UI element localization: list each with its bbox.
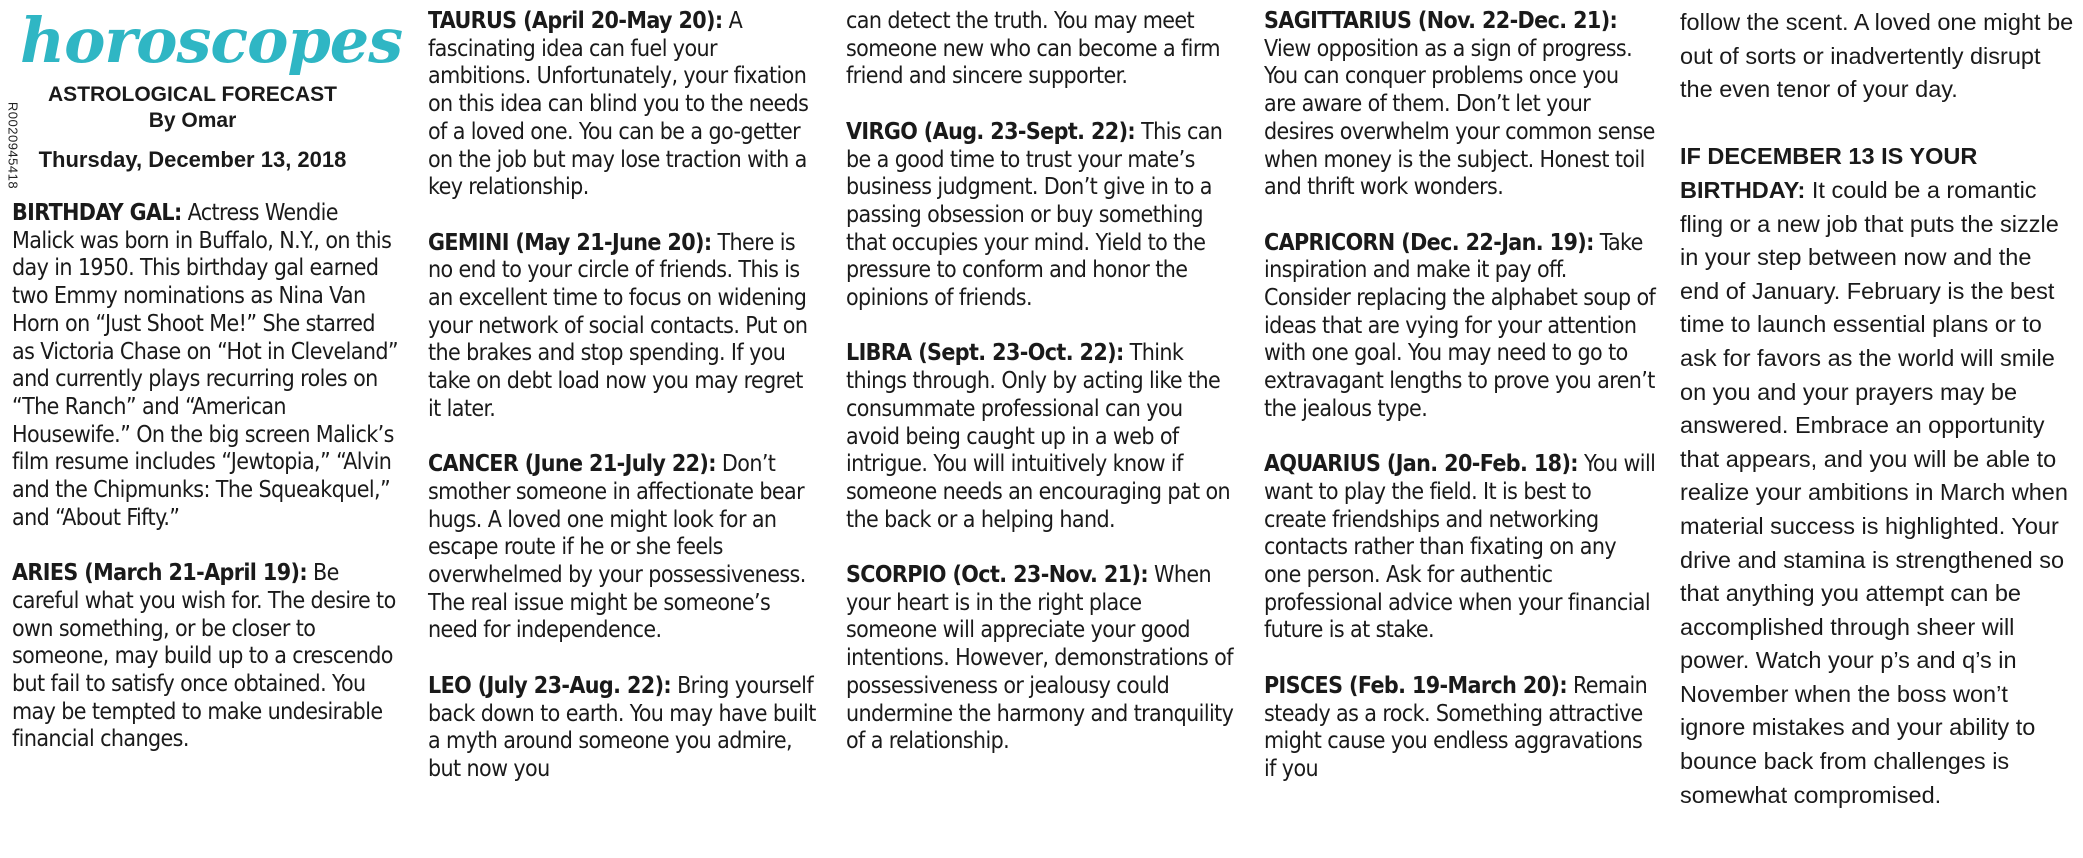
entry-text: Don’t smother someone in affectionate bear hugs. A loved one might look for an escape route if he or she feels overwhelmed by your possessiveness. The real issue might be someone’s need for independence. (428, 451, 806, 644)
entry-text: It could be a romantic fling or a new job that puts the sizzle in your step between now and the end of January. February is the best time to launch essential plans or to ask for favors as the world will smile on you and your prayers may be answered. Embrace an opportunity that appears, and you will be able to realize your ambitions in March when material success is highlighted. Your drive and stamina is strengthened so that anything you attempt can be accomplished through sheer will power. Watch your p’s and q’s in November when the boss won’t ignore mistakes and your ability to bounce back from challenges is somewhat compromised. (1680, 176, 2068, 808)
entry-text: Remain steady as a rock. Something attractive might cause you endless aggravations if you (1264, 672, 1648, 782)
entry-text: follow the scent. A loved one might be out of sorts or inadvertently disrupt the even tenor of your day. (1680, 9, 2074, 103)
issue-date: Thursday, December 13, 2018 (38, 147, 347, 172)
cancer-entry (428, 451, 820, 645)
column-2 (428, 8, 820, 811)
entry-heading: SCORPIO (Oct. 23-Nov. 21): (846, 562, 1149, 589)
column-3 (846, 8, 1238, 784)
entry-heading: BIRTHDAY GAL: (12, 200, 182, 226)
horoscopes-logo: horoscopes (20, 4, 403, 77)
side-code: R002094541​8 (5, 101, 21, 190)
birthday-gal-entry (12, 200, 402, 532)
scorpio-entry (846, 562, 1238, 756)
entry-heading: LIBRA (Sept. 23-Oct. 22): (846, 340, 1124, 367)
taurus-entry (428, 8, 820, 202)
entry-text: Take inspiration and make it pay off. Consider replacing the alphabet soup of ideas that are vying for your attention with one goal. You may need to go to extravagant lengths to prove you aren’t the jealous type. (1264, 229, 1656, 422)
entry-heading: CANCER (June 21-July 22): (428, 451, 716, 478)
column-5 (1680, 6, 2075, 846)
birthday-forecast-entry (1680, 140, 2075, 812)
entry-text: Be careful what you wish for. The desire to own something, or be closer to someone, may build up to a crescendo but fail to satisfy once obtained. You may be tempted to make undesirable financial changes. (12, 560, 396, 753)
aquarius-entry (1264, 451, 1656, 645)
column-4 (1264, 8, 1656, 811)
pisces-continued-entry (1680, 6, 2075, 107)
entry-text: There is no end to your circle of friends. This is an excellent time to focus on widening your network of social contacts. Put on the brakes and stop spending. If you take on debt load now you may regret it later. (428, 229, 808, 422)
masthead (20, 2, 403, 174)
aries-entry (12, 560, 402, 754)
entry-text: Bring yourself back down to earth. You may have built a myth around someone you admire, but now you (428, 672, 816, 782)
entry-text: Think things through. Only by acting like the consummate professional can you avoid being caught up in a web of intrigue. You will intuitively know if someone needs an encouraging pat on the back or a helping hand. (846, 340, 1231, 533)
gemini-entry (428, 230, 820, 424)
entry-text: This can be a good time to trust your mate’s business judgment. Don’t give in to a passing obsession or buy something that occupies your mind. Yield to the pressure to conform and honor the opinions of friends. (846, 118, 1223, 312)
entry-heading: AQUARIUS (Jan. 20-Feb. 18): (1264, 451, 1578, 478)
entry-text: View opposition as a sign of progress. You can conquer problems once you are aware of them. Don’t let your desires overwhelm your common sense when money is the subject. Honest toil and thrift work wonders. (1264, 35, 1655, 201)
entry-heading: LEO (July 23-Aug. 22): (428, 672, 672, 699)
entry-text: A fascinating idea can fuel your ambitions. Unfortunately, your fixation on this idea can blind you to the needs of a loved one. You can be a go-getter on the job but may lose traction with a key relationship. (428, 8, 809, 201)
entry-heading: CAPRICORN (Dec. 22-Jan. 19): (1264, 229, 1594, 256)
entry-text: can detect the truth. You may meet someone new who can become a firm friend and sincere supporter. (846, 8, 1220, 90)
capricorn-entry (1264, 230, 1656, 424)
byline: By Omar (148, 109, 237, 132)
entry-text: You will want to play the field. It is best to create friendships and networking contacts rather than fixating on any one person. Ask for authentic professional advice when your financial future is at stake. (1264, 451, 1656, 644)
sagittarius-entry (1264, 8, 1656, 202)
leo-continued-entry (846, 8, 1238, 91)
entry-heading: VIRGO (Aug. 23-Sept. 22): (846, 118, 1136, 145)
entry-heading: PISCES (Feb. 19-March 20): (1264, 672, 1568, 699)
entry-heading: TAURUS (April 20-May 20): (428, 8, 723, 34)
entry-text: Actress Wendie Malick was born in Buffalo, N.Y., on this day in 1950. This birthday gal earned two Emmy nominations as Nina Van Horn on “Just Shoot Me!” She starred as Victoria Chase on “Hot in Cleveland” and currently plays recurring roles on “The Ranch” and “American Housewife.” On the big screen Malick’s film resume includes “Jewtopia,” “Alvin and the Chipmunks: The Squeakquel,” and “About Fifty.” (12, 200, 399, 531)
libra-entry (846, 340, 1238, 534)
entry-heading: GEMINI (May 21-June 20): (428, 229, 712, 256)
entry-heading: ARIES (March 21-April 19): (12, 560, 308, 587)
forecast-title: ASTROLOGICAL FORECAST (48, 83, 337, 106)
virgo-entry (846, 119, 1238, 313)
column-1 (12, 200, 402, 782)
pisces-entry (1264, 673, 1656, 784)
entry-heading: SAGITTARIUS (Nov. 22-Dec. 21): (1264, 8, 1618, 34)
entry-heading: IF DECEMBER 13 IS YOUR BIRTHDAY: (1680, 143, 1978, 203)
leo-entry (428, 673, 820, 784)
entry-text: When your heart is in the right place someone will appreciate your good intentions. However, demonstrations of possessiveness or jealousy could undermine the harmony and tranquility of a relationship. (846, 562, 1234, 755)
